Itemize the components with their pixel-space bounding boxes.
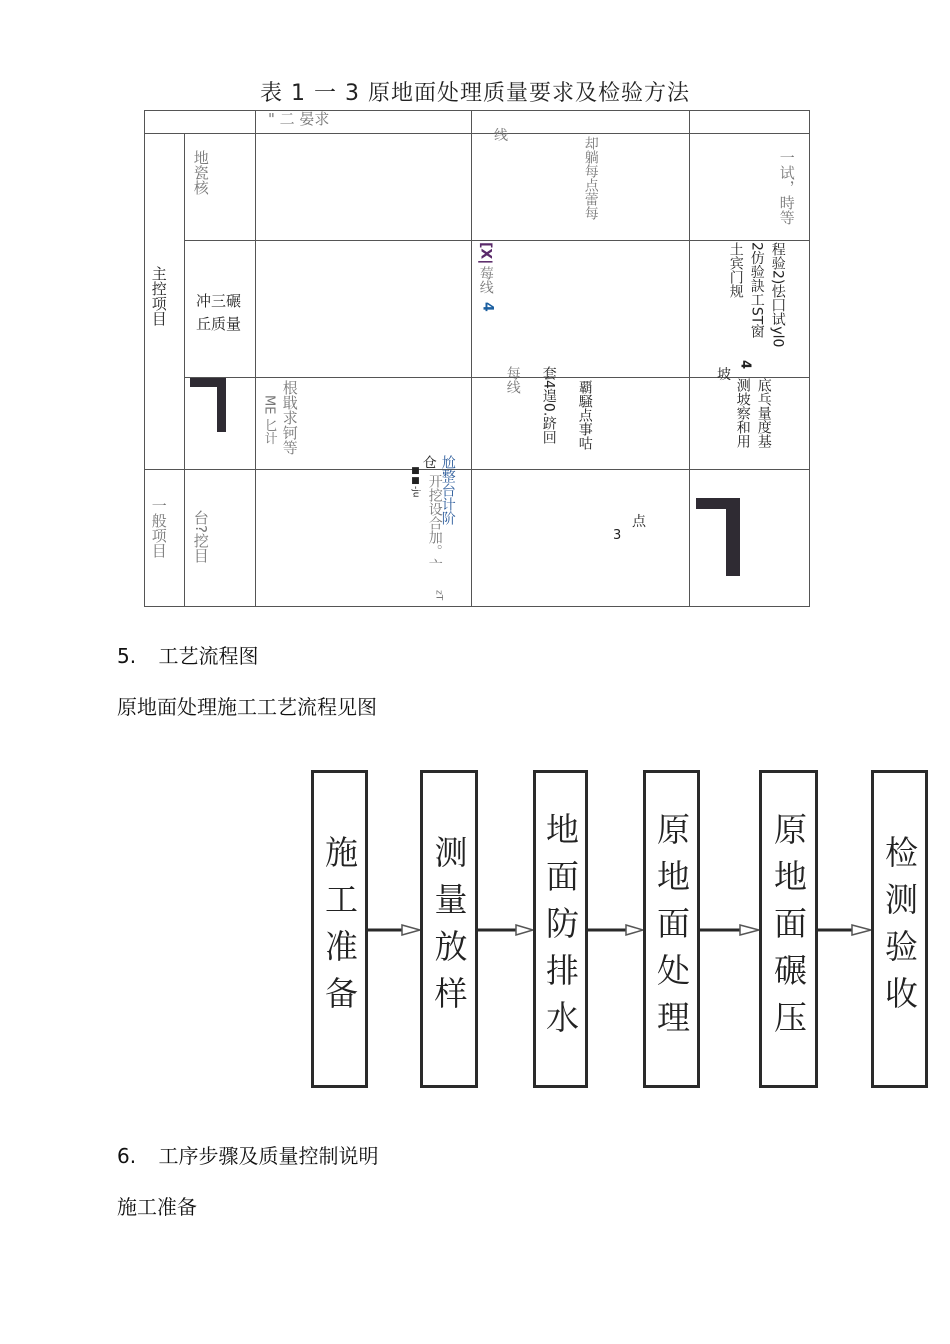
- section-5-text: 原地面处理施工工艺流程见图: [117, 695, 377, 719]
- row3-requirement-b: ME 匕计: [261, 395, 277, 445]
- row2-frequency-c: 土宾门规: [727, 242, 744, 298]
- row4-requirement-b: 仓: [420, 455, 437, 469]
- row3-frequency-b: 测坡察和用: [734, 378, 751, 448]
- row4-method-a: 点: [632, 514, 646, 530]
- row3-method-c: 覇騒点事咕: [576, 380, 593, 450]
- row1-item-name: 地瓷核: [191, 150, 210, 195]
- row4-requirement-a: 尬整台计阶: [439, 455, 456, 525]
- row4-method-b: 3: [613, 528, 622, 543]
- row2-item-name-line1: 冲三碾: [196, 292, 242, 310]
- flow-step-3: [533, 770, 588, 1088]
- row3-frequency-a: 坡: [717, 367, 731, 383]
- row2-frequency-a: 程验2)怯囗试yl0: [769, 242, 786, 348]
- flow-step-label: 原地面碾压: [769, 811, 808, 1047]
- row2-frequency-d: 4: [737, 360, 753, 370]
- flow-step-label: 检测验收: [880, 835, 919, 1023]
- row3-frequency-c: 底乓量度基: [755, 378, 772, 448]
- flow-step-6: [871, 770, 928, 1088]
- flow-step-4: [643, 770, 700, 1088]
- row4-requirement-d: zT: [433, 590, 444, 601]
- group-label-main: 主控项目: [149, 266, 168, 326]
- row2-method-text: 莓线: [477, 266, 494, 294]
- row2-item-name-line2: 丘质量: [196, 315, 242, 333]
- flow-step-label: 原地面处理: [652, 811, 691, 1047]
- section-6-title: 工序步骤及质量控制说明: [158, 1144, 379, 1168]
- row3-method-a: 每线: [504, 366, 521, 394]
- row3-method-b: 套4遑0.跻回: [540, 366, 557, 445]
- row4-item-name: 台?挖目: [191, 510, 210, 563]
- row1-check-method: 却躺每点蕾每: [582, 136, 599, 220]
- flow-step-label: 地面防排水: [541, 811, 580, 1047]
- row3-requirement-a: 根戢求钶等: [280, 380, 299, 455]
- group-label-general: 一般项目: [149, 498, 168, 558]
- row2-method-mark: [X|: [477, 242, 494, 265]
- row1-frequency: 一试，時等: [777, 150, 796, 225]
- table-header-text: " 二 晏求: [268, 110, 330, 128]
- section-6-heading: [117, 1140, 378, 1169]
- flow-step-label: 施工准备: [320, 835, 359, 1023]
- row4-requirement-c: 开挖设合加。亠: [426, 474, 443, 572]
- section-6-number: 6.: [117, 1144, 137, 1168]
- row4-requirement-e: ■■-ju: [410, 466, 421, 498]
- table-caption: 表 1 一 3 原地面处理质量要求及检验方法: [260, 81, 690, 106]
- section-6-text: 施工准备: [117, 1195, 197, 1219]
- flow-step-5: [759, 770, 818, 1088]
- flow-step-2: [420, 770, 478, 1088]
- flow-step-label: 测量放样: [429, 835, 469, 1023]
- flow-step-1: [311, 770, 368, 1088]
- table-header-text: 线: [494, 128, 508, 144]
- row2-frequency-b: 2仿验訣工ST窗: [748, 242, 765, 339]
- section-5-title: 工艺流程图: [158, 644, 259, 668]
- section-5-number: 5.: [117, 644, 137, 668]
- row2-method-number: 4: [479, 302, 496, 312]
